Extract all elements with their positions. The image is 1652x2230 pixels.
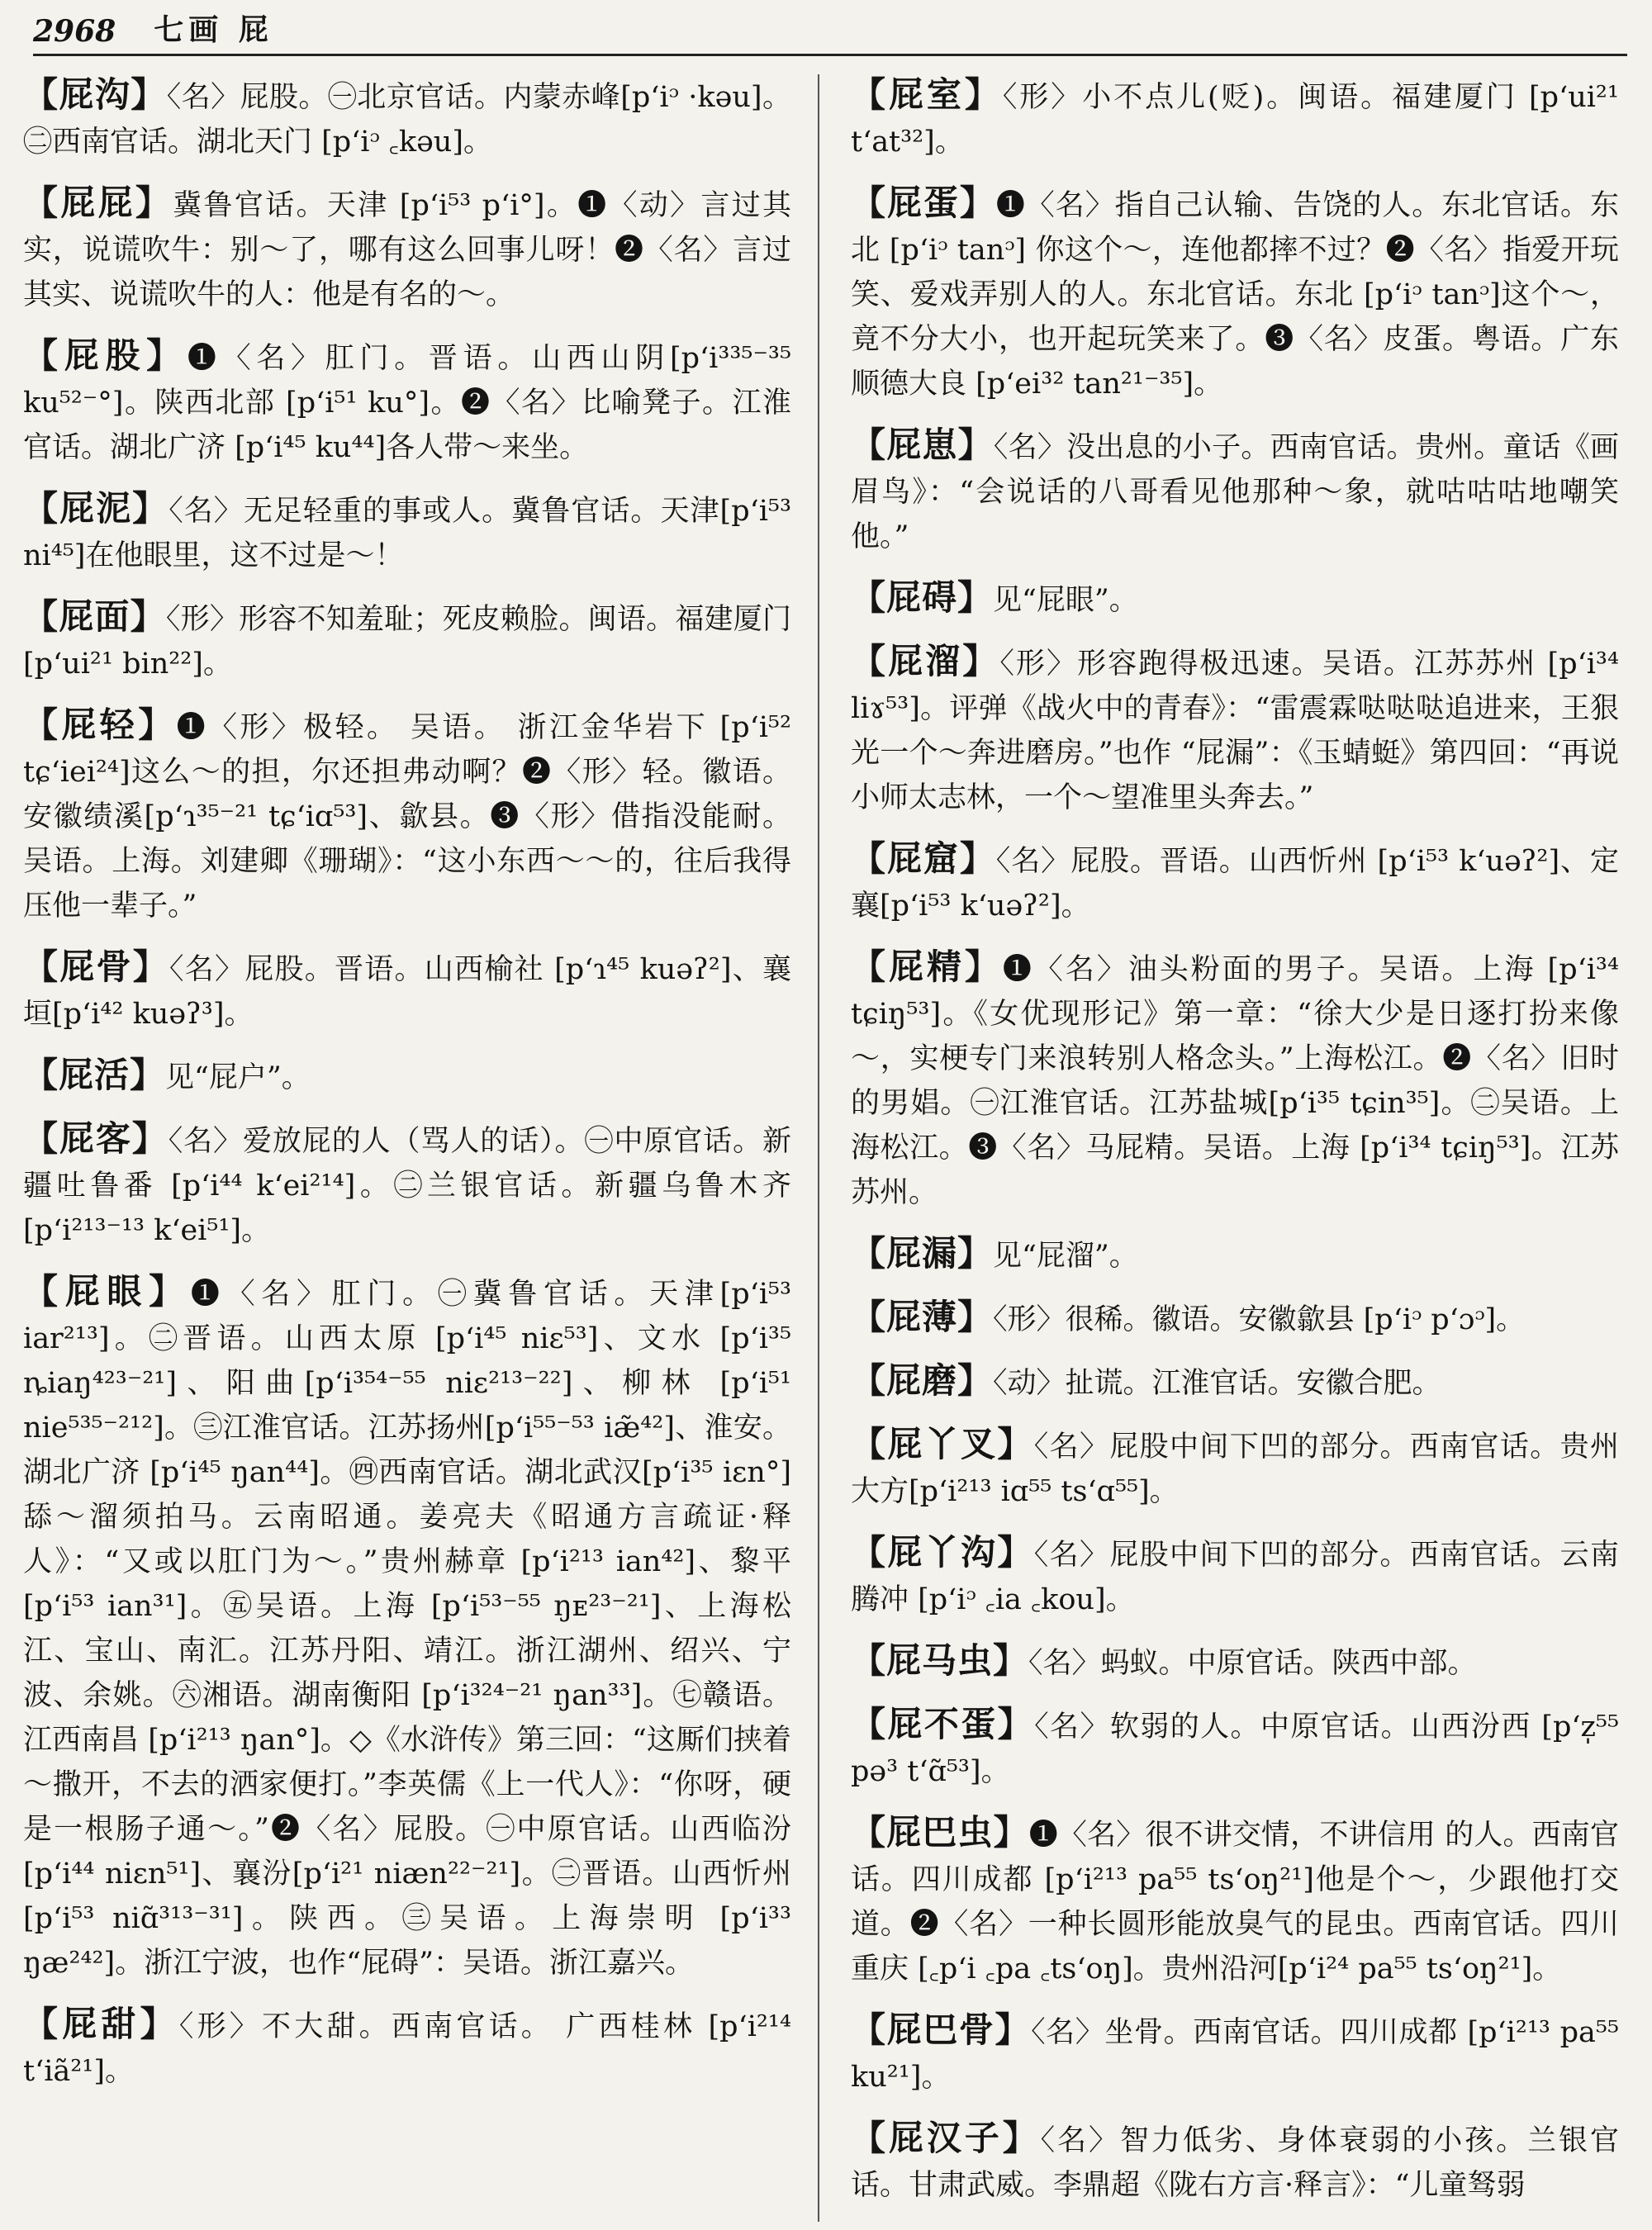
- entry-headword: 【屁碍】: [851, 577, 994, 618]
- entry-definition: 〈形〉不大甜。西南官话。 广西桂林 [pʻi²¹⁴ tʻiã²¹]。: [23, 2010, 791, 2088]
- entry-headword: 【屁精】: [851, 947, 1003, 987]
- dictionary-entry: [851, 1639, 1619, 1686]
- entry-definition: 〈名〉蚂蚁。中原官话。陕西中部。: [1028, 1647, 1477, 1680]
- dictionary-entry: [851, 1530, 1619, 1622]
- dictionary-entry: [851, 2008, 1619, 2100]
- dictionary-entry: [851, 1295, 1619, 1342]
- entry-headword: 【屁磨】: [851, 1360, 994, 1401]
- entry-headword: 【屁丫叉】: [851, 1424, 1034, 1464]
- entry-definition: 〈名〉爱放屁的人（骂人的话）。㊀中原官话。新疆吐鲁番 [pʻi⁴⁴ kʻei²¹⁴]。㊁兰银官话。新疆乌鲁木齐[pʻi²¹³⁻¹³ kʻei⁵¹]。: [23, 1125, 791, 1247]
- entry-definition: ❶〈名〉肛门。晋语。山西山阴[pʻi³³⁵⁻³⁵ ku⁵²⁻°]。陕西北部 [pʻi⁵¹ ku°]。❷〈名〉比喻凳子。江淮官话。湖北广济 [pʻi⁴⁵ ku⁴⁴]各人带～来坐。: [23, 342, 791, 464]
- entry-headword: 【屁骨】: [23, 947, 169, 987]
- entry-headword: 【屁甜】: [23, 2004, 179, 2044]
- entry-definition: 〈名〉屁股。晋语。山西榆社 [pʻɿ⁴⁵ kuəʔ²]、襄垣[pʻi⁴² kuəʔ³]。: [23, 953, 791, 1031]
- entry-definition: 〈形〉小不点儿(贬)。闽语。福建厦门 [pʻui²¹ tʻat³²]。: [851, 81, 1619, 159]
- entry-headword: 【屁泥】: [23, 488, 169, 529]
- dictionary-entry: [851, 181, 1619, 406]
- dictionary-entry: [23, 703, 791, 928]
- page-number: 2968: [33, 14, 116, 49]
- dictionary-entry: [851, 639, 1619, 820]
- dictionary-entry: [23, 1269, 791, 1986]
- entry-headword: 【屁不蛋】: [851, 1704, 1035, 1744]
- entry-definition: 〈名〉智力低劣、身体衰弱的小孩。兰银官话。甘肃武威。李鼎超《陇右方言·释言》：“儿童驽弱: [851, 2124, 1619, 2202]
- entry-definition: 〈形〉很稀。徽语。安徽歙县 [pʻiᵓ pʻɔᵓ]。: [993, 1303, 1526, 1336]
- dictionary-entry: [851, 1810, 1619, 1991]
- dictionary-entry: [23, 2002, 791, 2094]
- entry-headword: 【屁蛋】: [851, 183, 996, 223]
- dictionary-entry: [23, 486, 791, 578]
- entry-definition: ❶〈名〉肛门。㊀冀鲁官话。天津[pʻi⁵³ iar²¹³]。㊁晋语。山西太原 [pʻi⁴⁵ niɛ⁵³]、文水 [pʻi³⁵ ȵiaŋ⁴²³⁻²¹]、阳曲[pʻi³⁵⁴⁻⁵⁵ niɛ²¹³⁻²²]、柳林 [pʻi⁵¹ nie⁵³⁵⁻²¹²]。㊂江淮官话。江苏扬州[pʻi⁵⁵⁻⁵³ iæ̃⁴²]、淮安。湖北广济 [pʻi⁴⁵ ŋan⁴⁴]。㊃西南官话。湖北武汉[pʻi³⁵ iɛn°]舔～溜须拍马。云南昭通。姜亮夫《昭通方言疏证·释人》：“又或以肛门为～。”贵州赫章 [pʻi²¹³ ian⁴²]、黎平 [pʻi⁵³ ian³¹]。㊄吴语。上海 [pʻi⁵³⁻⁵⁵ ŋᴇ²³⁻²¹]、上海松江、宝山、南汇。江苏丹阳、靖江。浙江湖州、绍兴、宁波、余姚。㊅湘语。湖南衡阳 [pʻi³²⁴⁻²¹ ŋan³³]。㊆赣语。江西南昌 [pʻi²¹³ ŋan°]。◇《水浒传》第三回：“这厮们挟着～撒开，不去的洒家便打。”李英儒《上一代人》：“你呀，硬是一根肠子通～。”❷〈名〉屁股。㊀中原官话。山西临汾 [pʻi⁴⁴ niɛn⁵¹]、襄汾[pʻi²¹ niæn²²⁻²¹]。㊁晋语。山西忻州 [pʻi⁵³ niɑ̃³¹³⁻³¹]。陕西。㊂吴语。上海崇明 [pʻi³³ ŋæ²⁴²]。浙江宁波，也作“屁碍”：吴语。浙江嘉兴。: [23, 1278, 791, 1980]
- entry-definition: 〈名〉屁股。晋语。山西忻州 [pʻi⁵³ kʻuəʔ²]、定襄[pʻi⁵³ kʻuəʔ²]。: [851, 845, 1619, 923]
- entry-headword: 【屁溜】: [851, 641, 1000, 681]
- entry-headword: 【屁漏】: [851, 1233, 994, 1274]
- entry-definition: 〈名〉屁股中间下凹的部分。西南官话。云南腾冲 [pʻiᵓ ꜀ia ꜀kou]。: [851, 1539, 1619, 1616]
- entry-definition: 〈名〉屁股。㊀北京官话。内蒙赤峰[pʻiᵓ ·kəu]。㊁西南官话。湖北天门 [pʻiᵓ ꜀kəu]。: [23, 81, 791, 159]
- dictionary-entry: [23, 1053, 791, 1100]
- entry-definition: 〈形〉形容跑得极迅速。吴语。江苏苏州 [pʻi³⁴ liɤ⁵³]。评弹《战火中的青春》：“雷震霖哒哒哒追进来，王狠光一个～奔进磨房。”也作 “屁漏”：《玉蜻蜓》第四回：“再说小师太志林，一个～望准里头奔去。”: [851, 648, 1619, 814]
- entry-definition: 见“屁户”。: [165, 1061, 311, 1094]
- entry-headword: 【屁轻】: [23, 705, 177, 745]
- entry-headword: 【屁客】: [23, 1118, 169, 1159]
- entry-headword: 【屁屁】: [23, 183, 173, 223]
- entry-headword: 【屁丫沟】: [851, 1532, 1034, 1573]
- dictionary-entry: [851, 1231, 1619, 1279]
- entry-definition: 〈名〉没出息的小子。西南官话。贵州。童话《画眉鸟》：“会说话的八哥看见他那种～象，就咕咕咕地嘲笑他。”: [851, 431, 1619, 553]
- entry-definition: 〈名〉软弱的人。中原官话。山西汾西 [pʻz̩⁵⁵ pə³ tʻɑ̃⁵³]。: [851, 1710, 1619, 1788]
- entry-definition: 〈名〉屁股中间下凹的部分。西南官话。贵州大方[pʻi²¹³ iɑ⁵⁵ tsʻɑ⁵⁵]。: [851, 1431, 1619, 1508]
- entry-definition: 〈名〉坐骨。西南官话。四川成都 [pʻi²¹³ pa⁵⁵ ku²¹]。: [851, 2016, 1619, 2094]
- entry-headword: 【屁崽】: [851, 425, 994, 465]
- entry-headword: 【屁马虫】: [851, 1640, 1029, 1681]
- dictionary-entry: [23, 181, 791, 317]
- entry-definition: 〈形〉形容不知羞耻；死皮赖脸。闽语。福建厦门[pʻui²¹ bin²²]。: [23, 603, 791, 681]
- dictionary-entry: [851, 73, 1619, 164]
- entry-definition: 冀鲁官话。天津 [pʻi⁵³ pʻi°]。❶〈动〉言过其实，说谎吹牛：别～了，哪有这么回事儿呀！❷〈名〉言过其实、说谎吹牛的人：他是有名的～。: [23, 189, 791, 311]
- dictionary-entry: [851, 2116, 1619, 2208]
- entry-headword: 【屁汉子】: [851, 2118, 1041, 2158]
- entry-headword: 【屁活】: [23, 1055, 166, 1095]
- dictionary-entry: [851, 423, 1619, 559]
- right-column: [851, 73, 1619, 2224]
- entry-headword: 【屁巴骨】: [851, 2009, 1032, 2050]
- dictionary-entry: [23, 595, 791, 686]
- page-header: [33, 5, 1627, 56]
- entry-headword: 【屁股】: [23, 335, 188, 376]
- entry-headword: 【屁眼】: [23, 1271, 191, 1312]
- entry-headword: 【屁薄】: [851, 1297, 994, 1337]
- entry-definition: ❶〈形〉极轻。 吴语。 浙江金华岩下 [pʻi⁵² tɕʻiei²⁴]这么～的担，尔还担弗动啊？❷〈形〉轻。徽语。安徽绩溪[pʻɿ³⁵⁻²¹ tɕʻiɑ⁵³]、歙县。❸〈形〉借指没能耐。吴语。上海。刘建卿《珊瑚》：“这小东西～～的，往后我得压他一辈子。”: [23, 711, 791, 923]
- entry-definition: 〈名〉无足轻重的事或人。冀鲁官话。天津[pʻi⁵³ ni⁴⁵]在他眼里，这不过是～！: [23, 495, 791, 572]
- dictionary-entry: [851, 1359, 1619, 1406]
- dictionary-entry: [851, 576, 1619, 623]
- column-divider: [818, 74, 819, 2222]
- left-column: [23, 73, 791, 2110]
- entry-definition: 见“屁眼”。: [993, 584, 1138, 617]
- entry-headword: 【屁窟】: [851, 838, 996, 879]
- dictionary-entry: [23, 1117, 791, 1253]
- dictionary-entry: [23, 945, 791, 1037]
- entry-definition: 〈动〉扯谎。江淮官话。安徽合肥。: [993, 1367, 1441, 1400]
- section-title: 七画 屁: [154, 12, 273, 47]
- entry-definition: ❶〈名〉很不讲交情，不讲信用 的人。西南官话。四川成都 [pʻi²¹³ pa⁵⁵ tsʻoŋ²¹]他是个～，少跟他打交道。❷〈名〉一种长圆形能放臭气的昆虫。西南官话。四川重庆 [꜀pʻi ꜀pa ꜀tsʻoŋ]。贵州沿河[pʻi²⁴ pa⁵⁵ tsʻoŋ²¹]。: [851, 1819, 1619, 1986]
- dictionary-entry: [851, 837, 1619, 928]
- entry-headword: 【屁沟】: [23, 74, 167, 115]
- entry-definition: 见“屁溜”。: [993, 1240, 1138, 1273]
- dictionary-entry: [851, 945, 1619, 1215]
- entry-headword: 【屁面】: [23, 596, 166, 637]
- entry-headword: 【屁巴虫】: [851, 1812, 1029, 1853]
- dictionary-entry: [23, 334, 791, 470]
- entry-definition: ❶〈名〉指自己认输、告饶的人。东北官话。东北 [pʻiᵓ tanᵓ] 你这个～，连他都摔不过？❷〈名〉指爱开玩笑、爱戏弄别人的人。东北官话。东北 [pʻiᵓ tanᵓ]这个～，竟不分大小，也开起玩笑来了。❸〈名〉皮蛋。粤语。广东顺德大良 [pʻei³² tan²¹⁻³⁵]。: [851, 189, 1619, 401]
- dictionary-entry: [851, 1422, 1619, 1514]
- entry-headword: 【屁室】: [851, 74, 1003, 115]
- dictionary-entry: [23, 73, 791, 164]
- dictionary-entry: [851, 1702, 1619, 1794]
- entry-definition: ❶〈名〉油头粉面的男子。吴语。上海 [pʻi³⁴ tɕiŋ⁵³]。《女优现形记》第一章：“徐大少是日逐打扮来像～，实梗专门来浪转别人格念头。”上海松江。❷〈名〉旧时的男娼。㊀江淮官话。江苏盐城[pʻi³⁵ tɕin³⁵]。㊁吴语。上海松江。❸〈名〉马屁精。吴语。上海 [pʻi³⁴ tɕiŋ⁵³]。江苏苏州。: [851, 953, 1619, 1209]
